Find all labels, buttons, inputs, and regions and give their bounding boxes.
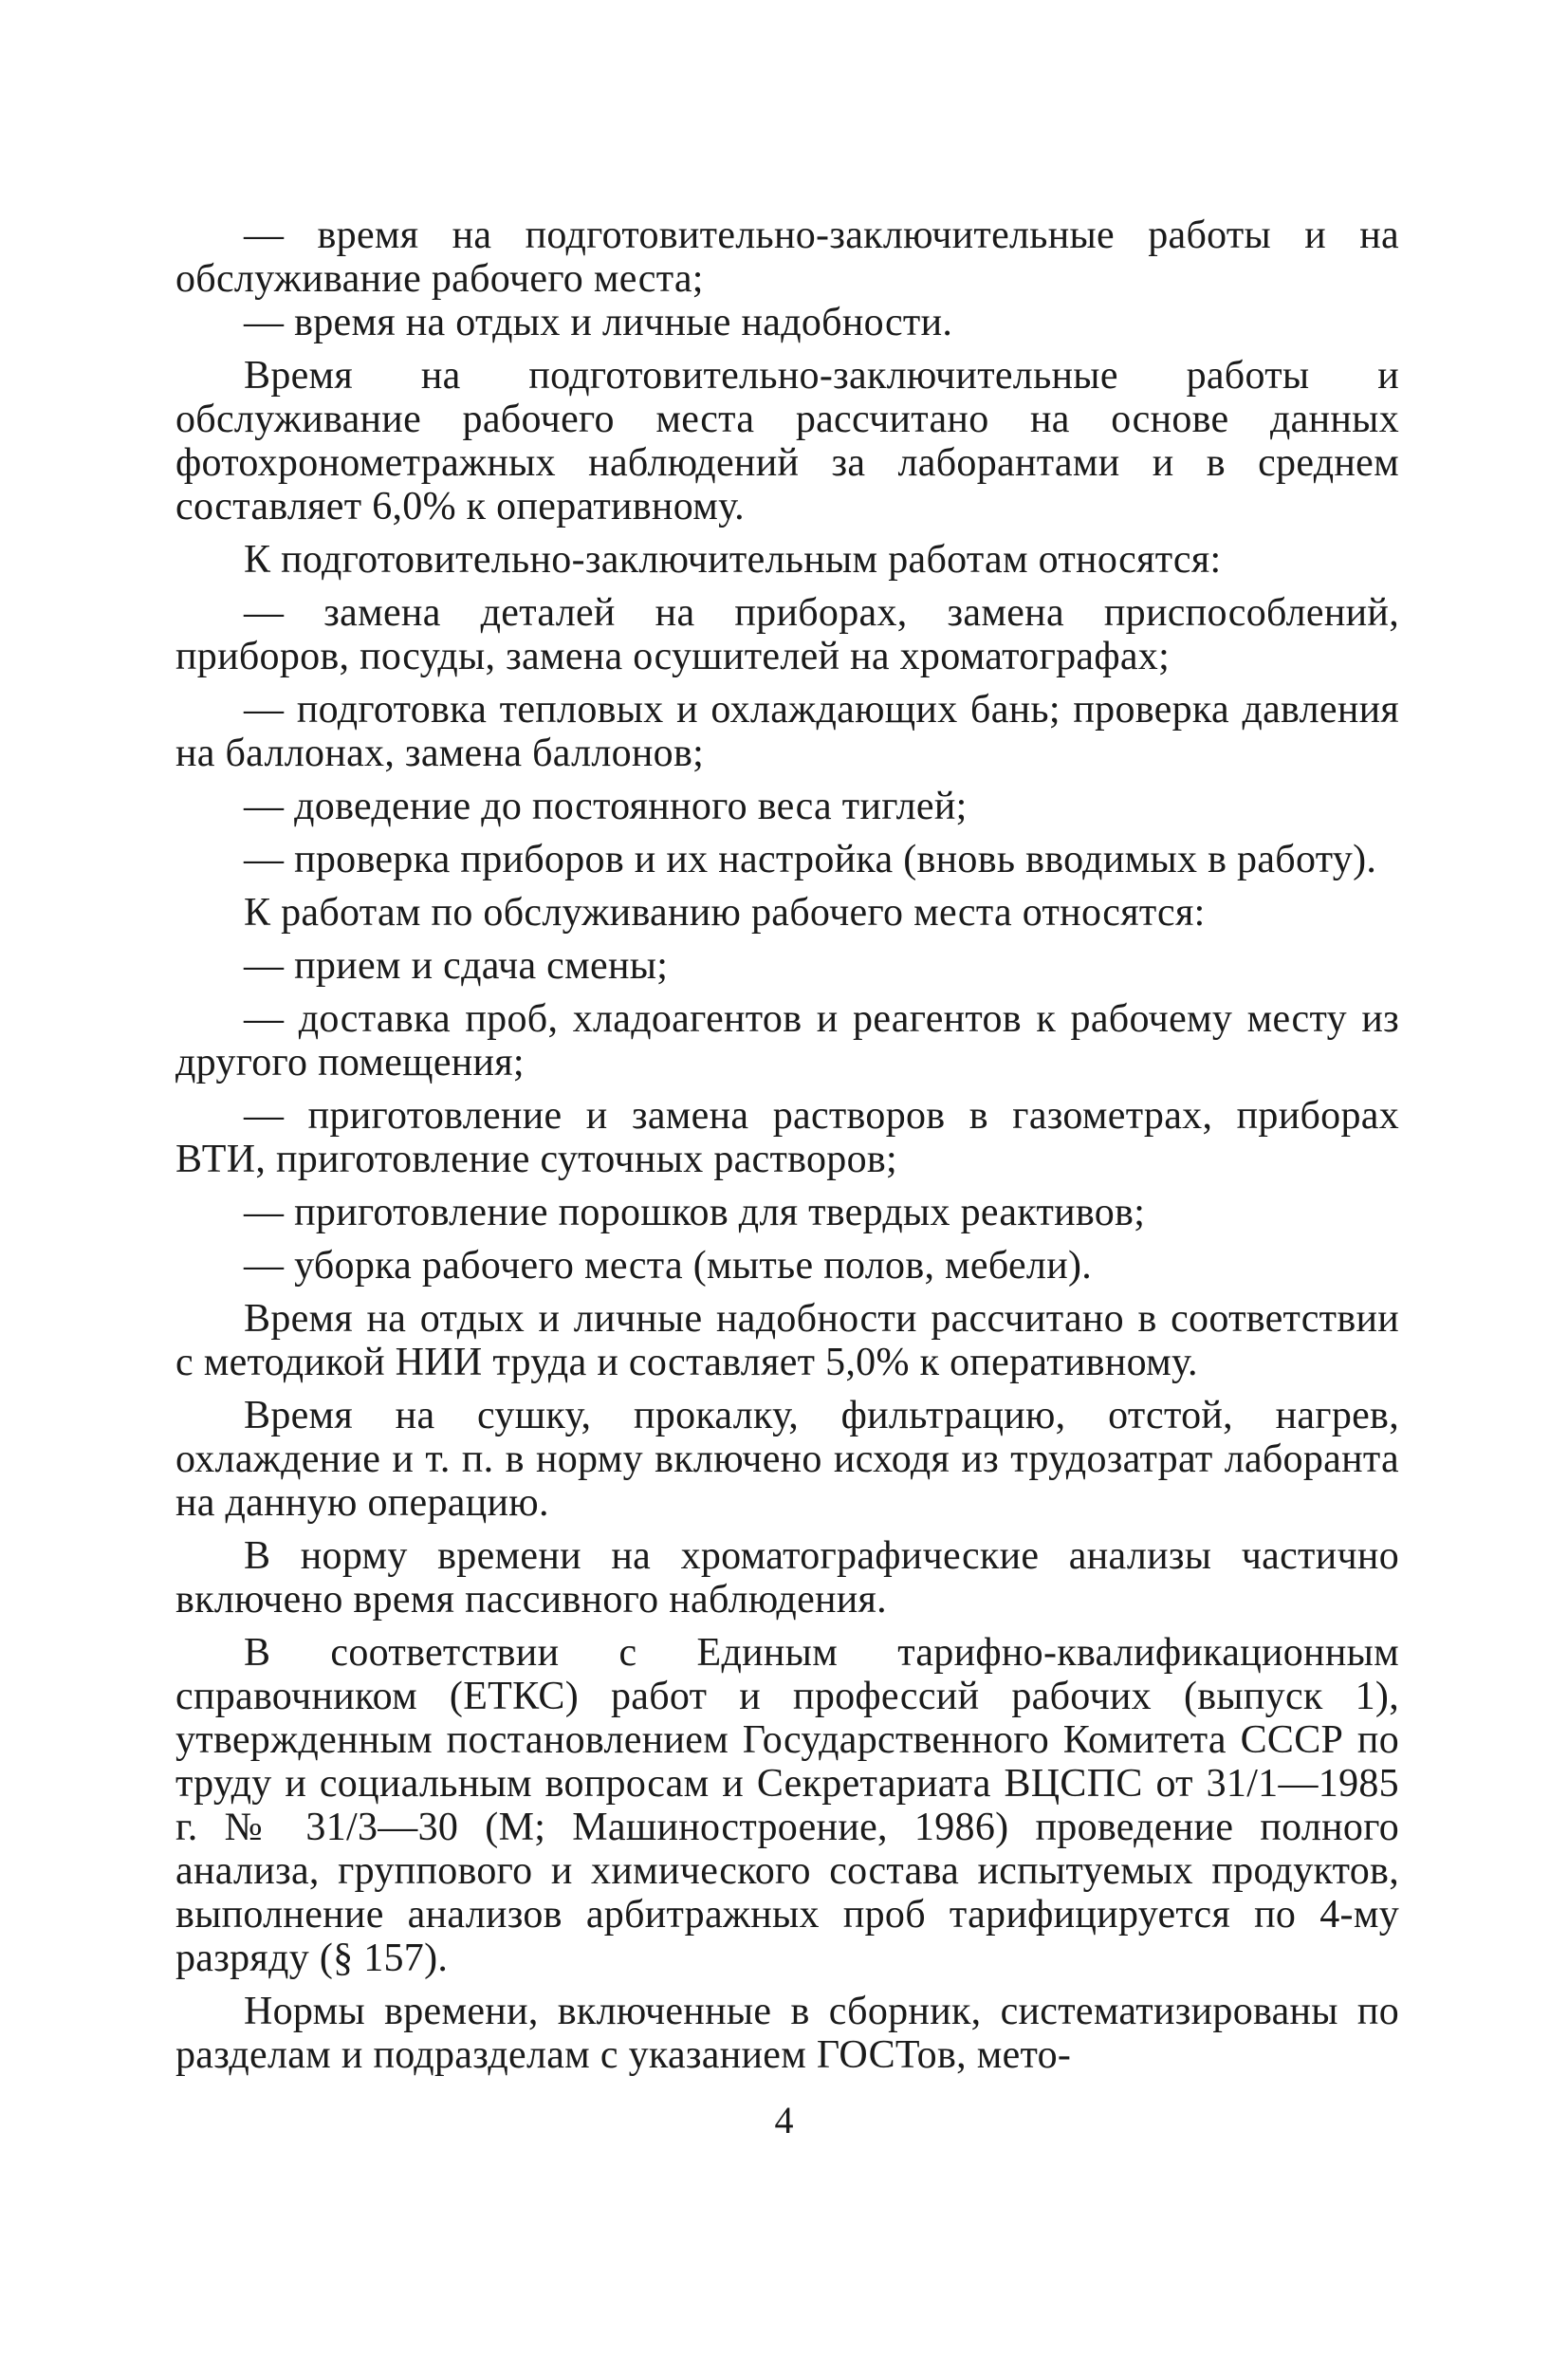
paragraph: — проверка приборов и их настройка (вновь вводимых в работу).: [244, 838, 1377, 881]
paragraph: — прием и сдача смены;: [244, 944, 669, 988]
paragraph: Время на сушку, прокалку, фильтрацию, отстой, нагрев, охлаждение и т. п. в норму включено исходя из трудозатрат лаборанта на данную операцию.: [175, 1394, 1399, 1525]
paragraph: — доставка проб, хладоагентов и реагентов к рабочему месту из другого помещения;: [175, 997, 1399, 1084]
body-text: [175, 213, 1399, 2077]
paragraph: — подготовка тепловых и охлаждающих бань; проверка давления на баллонах, замена баллонов;: [175, 688, 1399, 775]
paragraph: Время на подготовительно-заключительные работы и обслуживание рабочего места рассчитано на основе данных фотохронометражных наблюдений за лаборантами и в среднем составляет 6,0% к оперативному.: [175, 354, 1399, 528]
paragraph: К работам по обслуживанию рабочего места относятся:: [244, 891, 1206, 935]
paragraph: — доведение до постоянного веса тиглей;: [244, 785, 968, 828]
paragraph: Нормы времени, включенные в сборник, систематизированы по разделам и подразделам с указанием ГОСТов, мето-: [175, 1990, 1399, 2077]
paragraph: — уборка рабочего места (мытье полов, мебели).: [244, 1244, 1093, 1288]
paragraph: В норму времени на хроматографические анализы частично включено время пассивного наблюдения.: [175, 1534, 1399, 1622]
paragraph: — приготовление порошков для твердых реактивов;: [244, 1191, 1146, 1234]
page-number: 4: [774, 2099, 794, 2141]
paragraph: — приготовление и замена растворов в газометрах, приборах ВТИ, приготовление суточных растворов;: [175, 1094, 1399, 1181]
paragraph: К подготовительно-заключительным работам относятся:: [244, 538, 1222, 582]
paragraph: В соответствии с Единым тарифно-квалификационным справочником (ЕТКС) работ и профессий рабочих (выпуск 1), утвержденным постановлением Государственного Комитета СССР по труду и социальным вопросам и Секретариата ВЦСПС от 31/1—1985 г. № 31/3—30 (М; Машиностроение, 1986) проведение полного анализа, группового и химического состава испытуемых продуктов, выполнение анализов арбитражных проб тарифицируется по 4-му разряду (§ 157).: [175, 1631, 1399, 1980]
paragraph: — замена деталей на приборах, замена приспособлений, приборов, посуды, замена осушителей на хроматографах;: [175, 591, 1399, 678]
paragraph: Время на отдых и личные надобности рассчитано в соответствии с методикой НИИ труда и составляет 5,0% к оперативному.: [175, 1297, 1399, 1384]
paragraph: — время на отдых и личные надобности.: [244, 301, 953, 344]
paragraph: — время на подготовительно-заключительные работы и на обслуживание рабочего места;: [175, 213, 1399, 301]
